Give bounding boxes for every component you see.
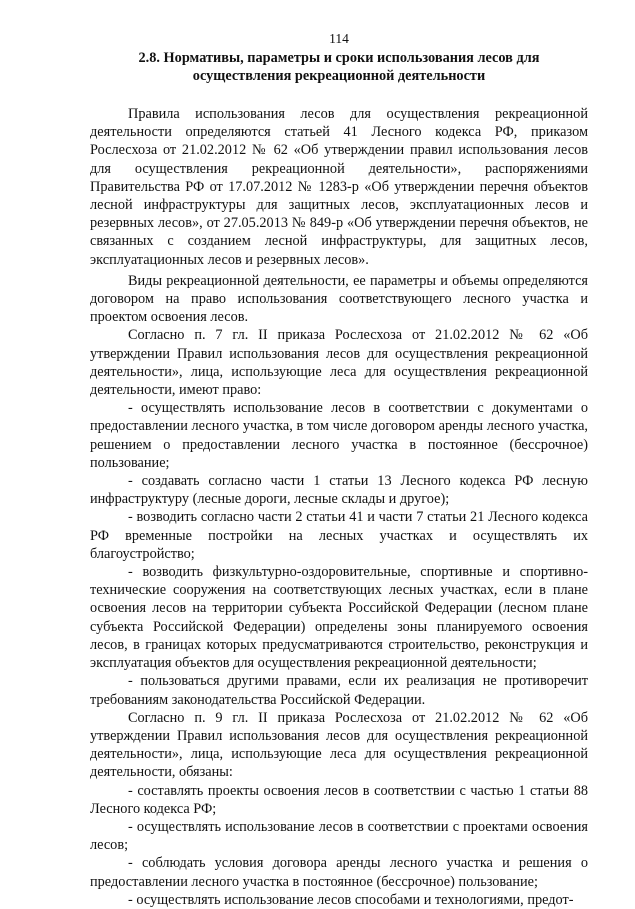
- body-text: [90, 105, 588, 909]
- paragraph-intro: Правила использования лесов для осуществления рекреационной деятельности определяются статьей 41 Лесного кодекса РФ, приказом Рослесхоза от 21.02.2012 № 62 «Об утверждении правил использования лесов для осуществления рекреационной деятельности», распоряжениями Правительства РФ от 17.07.2012 № 1283-р «Об утверждении перечня объектов лесной инфраструктуры для защитных лесов, эксплуатационных лесов и резервных лесов», от 27.05.2013 № 849-р «Об утверждении перечня объектов, не связанных с созданием лесной инфраструктуры, для защитных лесов, эксплуатационных лесов и резервных лесов».: [90, 106, 588, 268]
- section-title-line-2: осуществления рекреационной деятельности: [192, 68, 486, 84]
- list-item: - возводить согласно части 2 статьи 41 и части 7 статьи 21 Лесного кодекса РФ временные постройки на лесных участках и осуществлять их благоустройство;: [90, 509, 588, 562]
- paragraph-types: Виды рекреационной деятельности, ее параметры и объемы определяются договором на право использования соответствующего лесного участка и проектом освоения лесов.: [90, 272, 588, 326]
- list-item: - пользоваться другими правами, если их реализация не противоречит требованиям законодательства Российской Федерации.: [90, 673, 588, 708]
- list-item: - составлять проекты освоения лесов в соответствии с частью 1 статьи 88 Лесного кодекса РФ;: [90, 782, 588, 817]
- paragraph-duties-intro: Согласно п. 9 гл. II приказа Рослесхоза от 21.02.2012 № 62 «Об утверждении Правил использования лесов для осуществления рекреационной деятельности», лица, использующие леса для осуществления рекреационной деятельности, обязаны:: [90, 709, 588, 781]
- section-title-line-1: 2.8. Нормативы, параметры и сроки использования лесов для: [138, 50, 540, 66]
- page-number: 114: [329, 31, 349, 46]
- list-item: - соблюдать условия договора аренды лесного участка и решения о предоставлении лесного участка в постоянное (бессрочное) пользование;: [90, 855, 588, 890]
- list-item: - создавать согласно части 1 статьи 13 Лесного кодекса РФ лесную инфраструктуру (лесные дороги, лесные склады и другое);: [90, 473, 588, 508]
- list-item: - осуществлять использование лесов способами и технологиями, предот-: [128, 891, 574, 908]
- list-item: - возводить физкультурно-оздоровительные, спортивные и спортивно-технические сооружения на соответствующих лесных участках, если в плане освоения лесов на территории субъекта Российской Федерации (лесном плане субъекта Российской Федерации) определены зоны планируемого освоения лесов, в границах которых предусматриваются строительство, реконструкция и эксплуатация объектов для осуществления рекреационной деятельности;: [90, 564, 588, 672]
- list-item: - осуществлять использование лесов в соответствии с проектами освоения лесов;: [90, 818, 588, 854]
- document-page: [90, 30, 588, 909]
- paragraph-rights-intro: Согласно п. 7 гл. II приказа Рослесхоза от 21.02.2012 № 62 «Об утверждении Правил использования лесов для осуществления рекреационной деятельности», лица, использующие леса для осуществления рекреационной деятельности, имеют право:: [90, 327, 588, 399]
- list-item: - осуществлять использование лесов в соответствии с документами о предоставлении лесного участка, в том числе договором аренды лесного участка, решением о предоставлении лесного участка в постоянное (бессрочное) пользование;: [90, 400, 588, 471]
- section-title: [90, 49, 588, 85]
